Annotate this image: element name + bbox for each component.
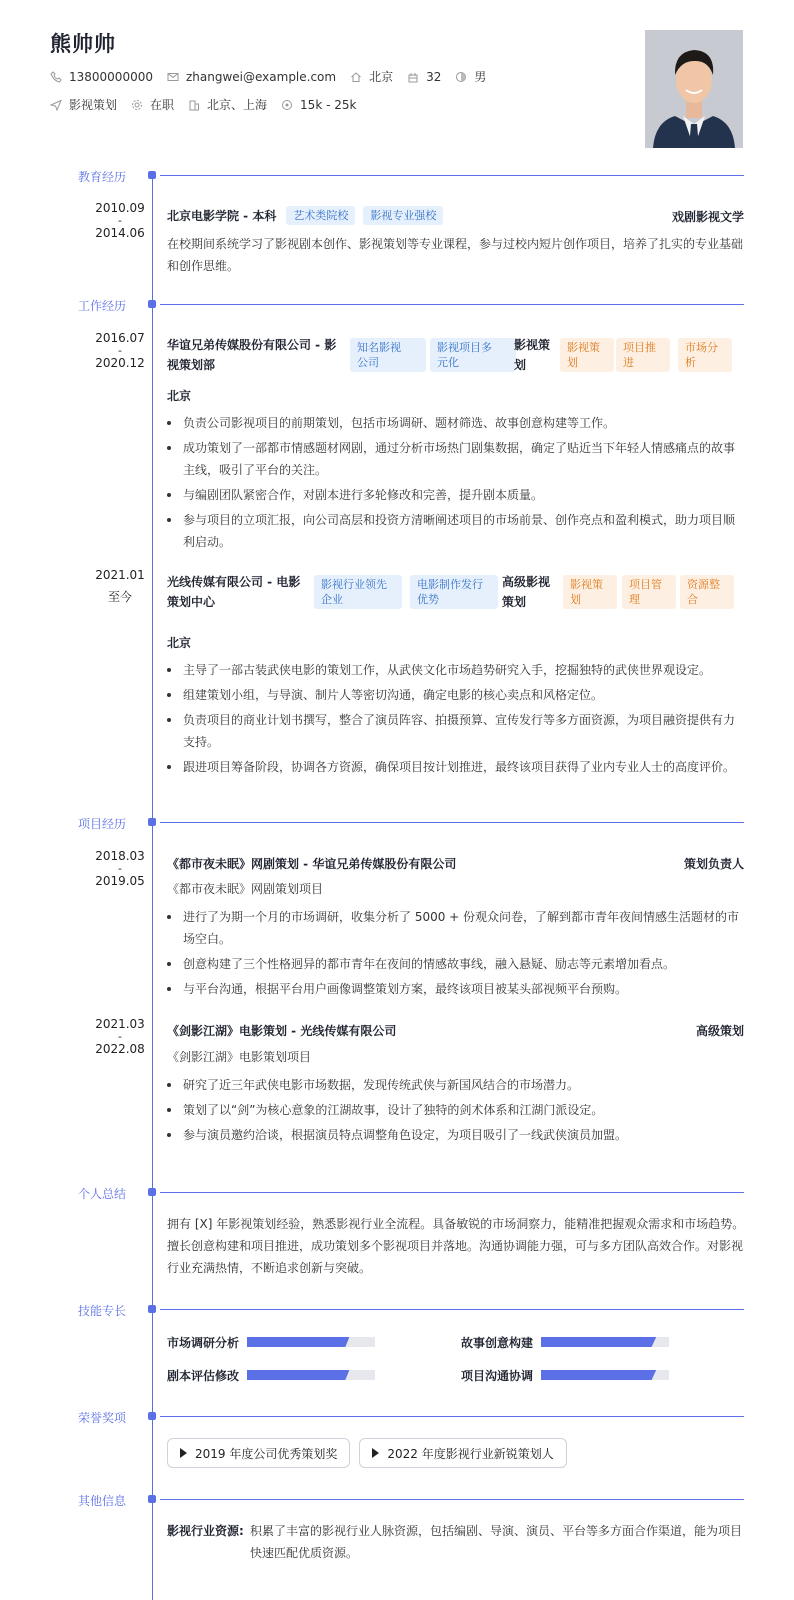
list-item: 研究了近三年武侠电影市场数据，发现传统武侠与新国风结合的市场潜力。 xyxy=(167,1074,742,1096)
award-item xyxy=(167,1438,350,1468)
project-bullets xyxy=(167,906,742,1003)
phone-item xyxy=(50,70,153,84)
home-icon xyxy=(350,71,362,83)
project-subtitle: 《剑影江湖》电影策划项目 xyxy=(167,1050,312,1064)
age-text: 32 xyxy=(426,69,442,84)
section-marker xyxy=(148,1188,156,1196)
date-separator: - xyxy=(118,214,122,227)
list-item: 成功策划了一部都市情感题材网剧，通过分析市场热门剧集数据，确定了贴近当下年轻人情感痛点的故事主线，吸引了平台的关注。 xyxy=(167,437,742,481)
section-marker xyxy=(148,1412,156,1420)
date-end: 至今 xyxy=(107,590,132,604)
date-start: 2021.03 xyxy=(95,1017,145,1031)
section-divider xyxy=(160,1192,744,1193)
company-line: 策划中心 xyxy=(167,595,216,609)
award-list xyxy=(167,1438,567,1468)
skill-name: 故事创意构建 xyxy=(461,1336,534,1350)
skill-name: 项目沟通协调 xyxy=(461,1369,534,1383)
gender-text: 男 xyxy=(474,70,487,84)
project-subtitle: 《都市夜未眠》网剧策划项目 xyxy=(167,882,324,896)
section-divider xyxy=(160,175,744,176)
date-separator: - xyxy=(118,344,122,357)
date-end: 2020.12 xyxy=(95,356,145,370)
list-item: 负责公司影视项目的前期策划，包括市场调研、题材筛选、故事创意构建等工作。 xyxy=(167,412,742,434)
section-divider xyxy=(160,1309,744,1310)
school-name: 北京电影学院 - 本科 xyxy=(167,209,277,223)
date-start: 2010.09 xyxy=(95,201,145,215)
skill-tag: 市场分 析 xyxy=(678,338,732,372)
phone-icon xyxy=(50,71,62,83)
section-title-other: 其他信息 xyxy=(78,1494,127,1508)
list-item: 参与项目的立项汇报，向公司高层和投资方清晰阐述项目的市场前景、创作亮点和盈利模式，助力项目顺利启动。 xyxy=(167,509,742,553)
profile-photo xyxy=(645,30,743,148)
company-line: 视策划部 xyxy=(167,358,216,372)
date-start: 2016.07 xyxy=(95,331,145,345)
city-text: 北京、上海 xyxy=(207,98,268,112)
phone-text: 13800000000 xyxy=(69,69,153,84)
skill-bar-fill xyxy=(541,1370,656,1380)
section-marker xyxy=(148,300,156,308)
section-marker xyxy=(148,818,156,826)
award-item xyxy=(359,1438,566,1468)
project-title: 《剑影江湖》电影策划 - 光线传媒有限公司 xyxy=(167,1024,397,1038)
portrait-image xyxy=(645,30,743,148)
project-date xyxy=(80,848,160,889)
work-bullets xyxy=(167,412,742,556)
skill-bar xyxy=(541,1370,669,1380)
company-name xyxy=(167,335,342,375)
date-start: 2021.01 xyxy=(95,568,145,582)
section-title-education: 教育经历 xyxy=(78,170,127,184)
work-location: 北京 xyxy=(167,389,192,403)
skill-tag: 影视策 划 xyxy=(560,338,614,372)
list-item: 跟进项目筹备阶段，协调各方资源，确保项目按计划推进，最终该项目获得了业内专业人士的高度评价。 xyxy=(167,756,742,778)
list-item: 创意构建了三个性格迥异的都市青年在夜间的情感故事线，融入悬疑、励志等元素增加看点。 xyxy=(167,953,742,975)
skill-bar-fill xyxy=(247,1337,349,1347)
education-description: 在校期间系统学习了影视剧本创作、影视策划等专业课程，参与过校内短片创作项目，培养了扎实的专业基础和创作思维。 xyxy=(167,237,744,273)
other-label: 影视行业资源: xyxy=(167,1524,244,1538)
section-marker xyxy=(148,1495,156,1503)
skill-bar xyxy=(541,1337,669,1347)
gender-icon xyxy=(455,71,467,83)
other-text: 积累了丰富的影视行业人脉资源，包括编剧、导演、演员、平台等多方面合作渠道，能为项目快速匹配优质资源。 xyxy=(250,1524,743,1560)
company-name xyxy=(167,572,307,612)
coin-icon xyxy=(281,99,293,111)
status-item xyxy=(131,96,174,113)
education-date xyxy=(80,200,160,241)
position-title: 高级影视 策划 xyxy=(502,575,551,609)
email-text: zhangwei@example.com xyxy=(185,69,337,84)
company-tag: 影视项目多 元化 xyxy=(430,338,516,372)
hometown-item xyxy=(350,68,393,85)
section-title-awards: 荣誉奖项 xyxy=(78,1411,127,1425)
company-tag: 知名影视 公司 xyxy=(350,338,426,372)
skill-name: 市场调研分析 xyxy=(167,1336,240,1350)
list-item: 策划了以“剑”为核心意象的江湖故事，设计了独特的剑术体系和江湖门派设定。 xyxy=(167,1099,742,1121)
company-tag: 电影制作发行 优势 xyxy=(410,575,498,609)
section-divider xyxy=(160,1499,744,1500)
company-line: 华谊兄弟传媒股份有限公司 - 影 xyxy=(167,338,337,352)
section-title-summary: 个人总结 xyxy=(78,1187,127,1201)
contact-row xyxy=(50,68,500,85)
section-divider xyxy=(160,1416,744,1417)
project-role: 策划负责人 xyxy=(683,857,744,871)
skill-tag: 影视策 划 xyxy=(563,575,617,609)
play-icon xyxy=(372,1448,379,1458)
list-item: 与编剧团队紧密合作，对剧本进行多轮修改和完善，提升剧本质量。 xyxy=(167,484,742,506)
project-title: 《都市夜未眠》网剧策划 - 华谊兄弟传媒股份有限公司 xyxy=(167,857,457,871)
section-title-work: 工作经历 xyxy=(78,299,127,313)
skill-name: 剧本评估修改 xyxy=(167,1369,240,1383)
date-start: 2018.03 xyxy=(95,849,145,863)
date-end: 2022.08 xyxy=(95,1042,145,1056)
salary-text: 15k - 25k xyxy=(300,97,357,112)
skill-bar-fill xyxy=(247,1370,349,1380)
work-date xyxy=(80,330,160,371)
list-item: 组建策划小组，与导演、制片人等密切沟通，确定电影的核心卖点和风格定位。 xyxy=(167,684,742,706)
salary-item xyxy=(281,98,356,112)
list-item: 进行了为期一个月的市场调研，收集分析了 5000 + 份观众问卷，了解到都市青年夜间情感生活题材的市场空白。 xyxy=(167,906,742,950)
list-item: 主导了一部古装武侠电影的策划工作，从武侠文化市场趋势研究入手，挖掘独特的武侠世界观设定。 xyxy=(167,659,742,681)
work-date xyxy=(80,567,160,605)
intent-row xyxy=(50,96,370,113)
play-icon xyxy=(180,1448,187,1458)
project-date xyxy=(80,1016,160,1057)
date-separator: - xyxy=(118,862,122,875)
hometown-text: 北京 xyxy=(369,70,394,84)
company-tag: 影视行业领先 企业 xyxy=(314,575,402,609)
section-marker xyxy=(148,171,156,179)
date-end: 2019.05 xyxy=(95,874,145,888)
send-icon xyxy=(50,99,62,111)
date-end: 2014.06 xyxy=(95,226,145,240)
calendar-icon xyxy=(407,71,419,83)
summary-text: 拥有 [X] 年影视策划经验，熟悉影视行业全流程。具备敏锐的市场洞察力，能精准把握观众需求和市场趋势。擅长创意构建和项目推进，成功策划多个影视项目并落地。沟通协调能力强，可与多方团队高效合作。对影视行业充满热情，不断追求创新与突破。 xyxy=(167,1217,745,1275)
skill-tag: 资源整 合 xyxy=(680,575,734,609)
skill-bar xyxy=(247,1370,375,1380)
section-title-project: 项目经历 xyxy=(78,817,127,831)
work-location: 北京 xyxy=(167,636,192,650)
building-icon xyxy=(188,99,200,111)
school-tag: 影视专业强校 xyxy=(363,206,443,225)
status-text: 在职 xyxy=(150,98,175,112)
section-divider xyxy=(160,304,744,305)
project-bullets xyxy=(167,1074,742,1149)
major: 戏剧影视文学 xyxy=(671,210,744,224)
job-intent-text: 影视策划 xyxy=(69,98,118,112)
skill-bar xyxy=(247,1337,375,1347)
date-separator: - xyxy=(118,1030,122,1043)
award-text: 2019 年度公司优秀策划奖 xyxy=(195,1446,338,1461)
age-item xyxy=(407,70,441,84)
gear-icon xyxy=(131,99,143,111)
skill-bar-fill xyxy=(541,1337,656,1347)
skill-tag: 项目管 理 xyxy=(622,575,676,609)
company-line: 光线传媒有限公司 - 电影 xyxy=(167,575,301,589)
section-divider xyxy=(160,822,744,823)
work-bullets xyxy=(167,659,742,781)
list-item: 负责项目的商业计划书撰写，整合了演员阵容、拍摄预算、宣传发行等多方面资源，为项目融资提供有力支持。 xyxy=(167,709,742,753)
school-tag: 艺术类院校 xyxy=(286,206,355,225)
city-item xyxy=(188,96,267,113)
position-title: 影视策 划 xyxy=(514,338,551,372)
section-marker xyxy=(148,1305,156,1313)
job-intent-item xyxy=(50,96,117,113)
list-item: 参与演员邀约洽谈，根据演员特点调整角色设定，为项目吸引了一线武侠演员加盟。 xyxy=(167,1124,742,1146)
mail-icon xyxy=(167,71,179,83)
award-text: 2022 年度影视行业新锐策划人 xyxy=(387,1446,554,1461)
skill-tag: 项目推 进 xyxy=(616,338,670,372)
education-header xyxy=(167,206,443,225)
list-item: 与平台沟通，根据平台用户画像调整策划方案，最终该项目被某头部视频平台预购。 xyxy=(167,978,742,1000)
email-item xyxy=(167,70,336,84)
candidate-name: 熊帅帅 xyxy=(50,32,116,56)
gender-item xyxy=(455,68,486,85)
section-title-skills: 技能专长 xyxy=(78,1304,127,1318)
project-role: 高级策划 xyxy=(695,1024,744,1038)
